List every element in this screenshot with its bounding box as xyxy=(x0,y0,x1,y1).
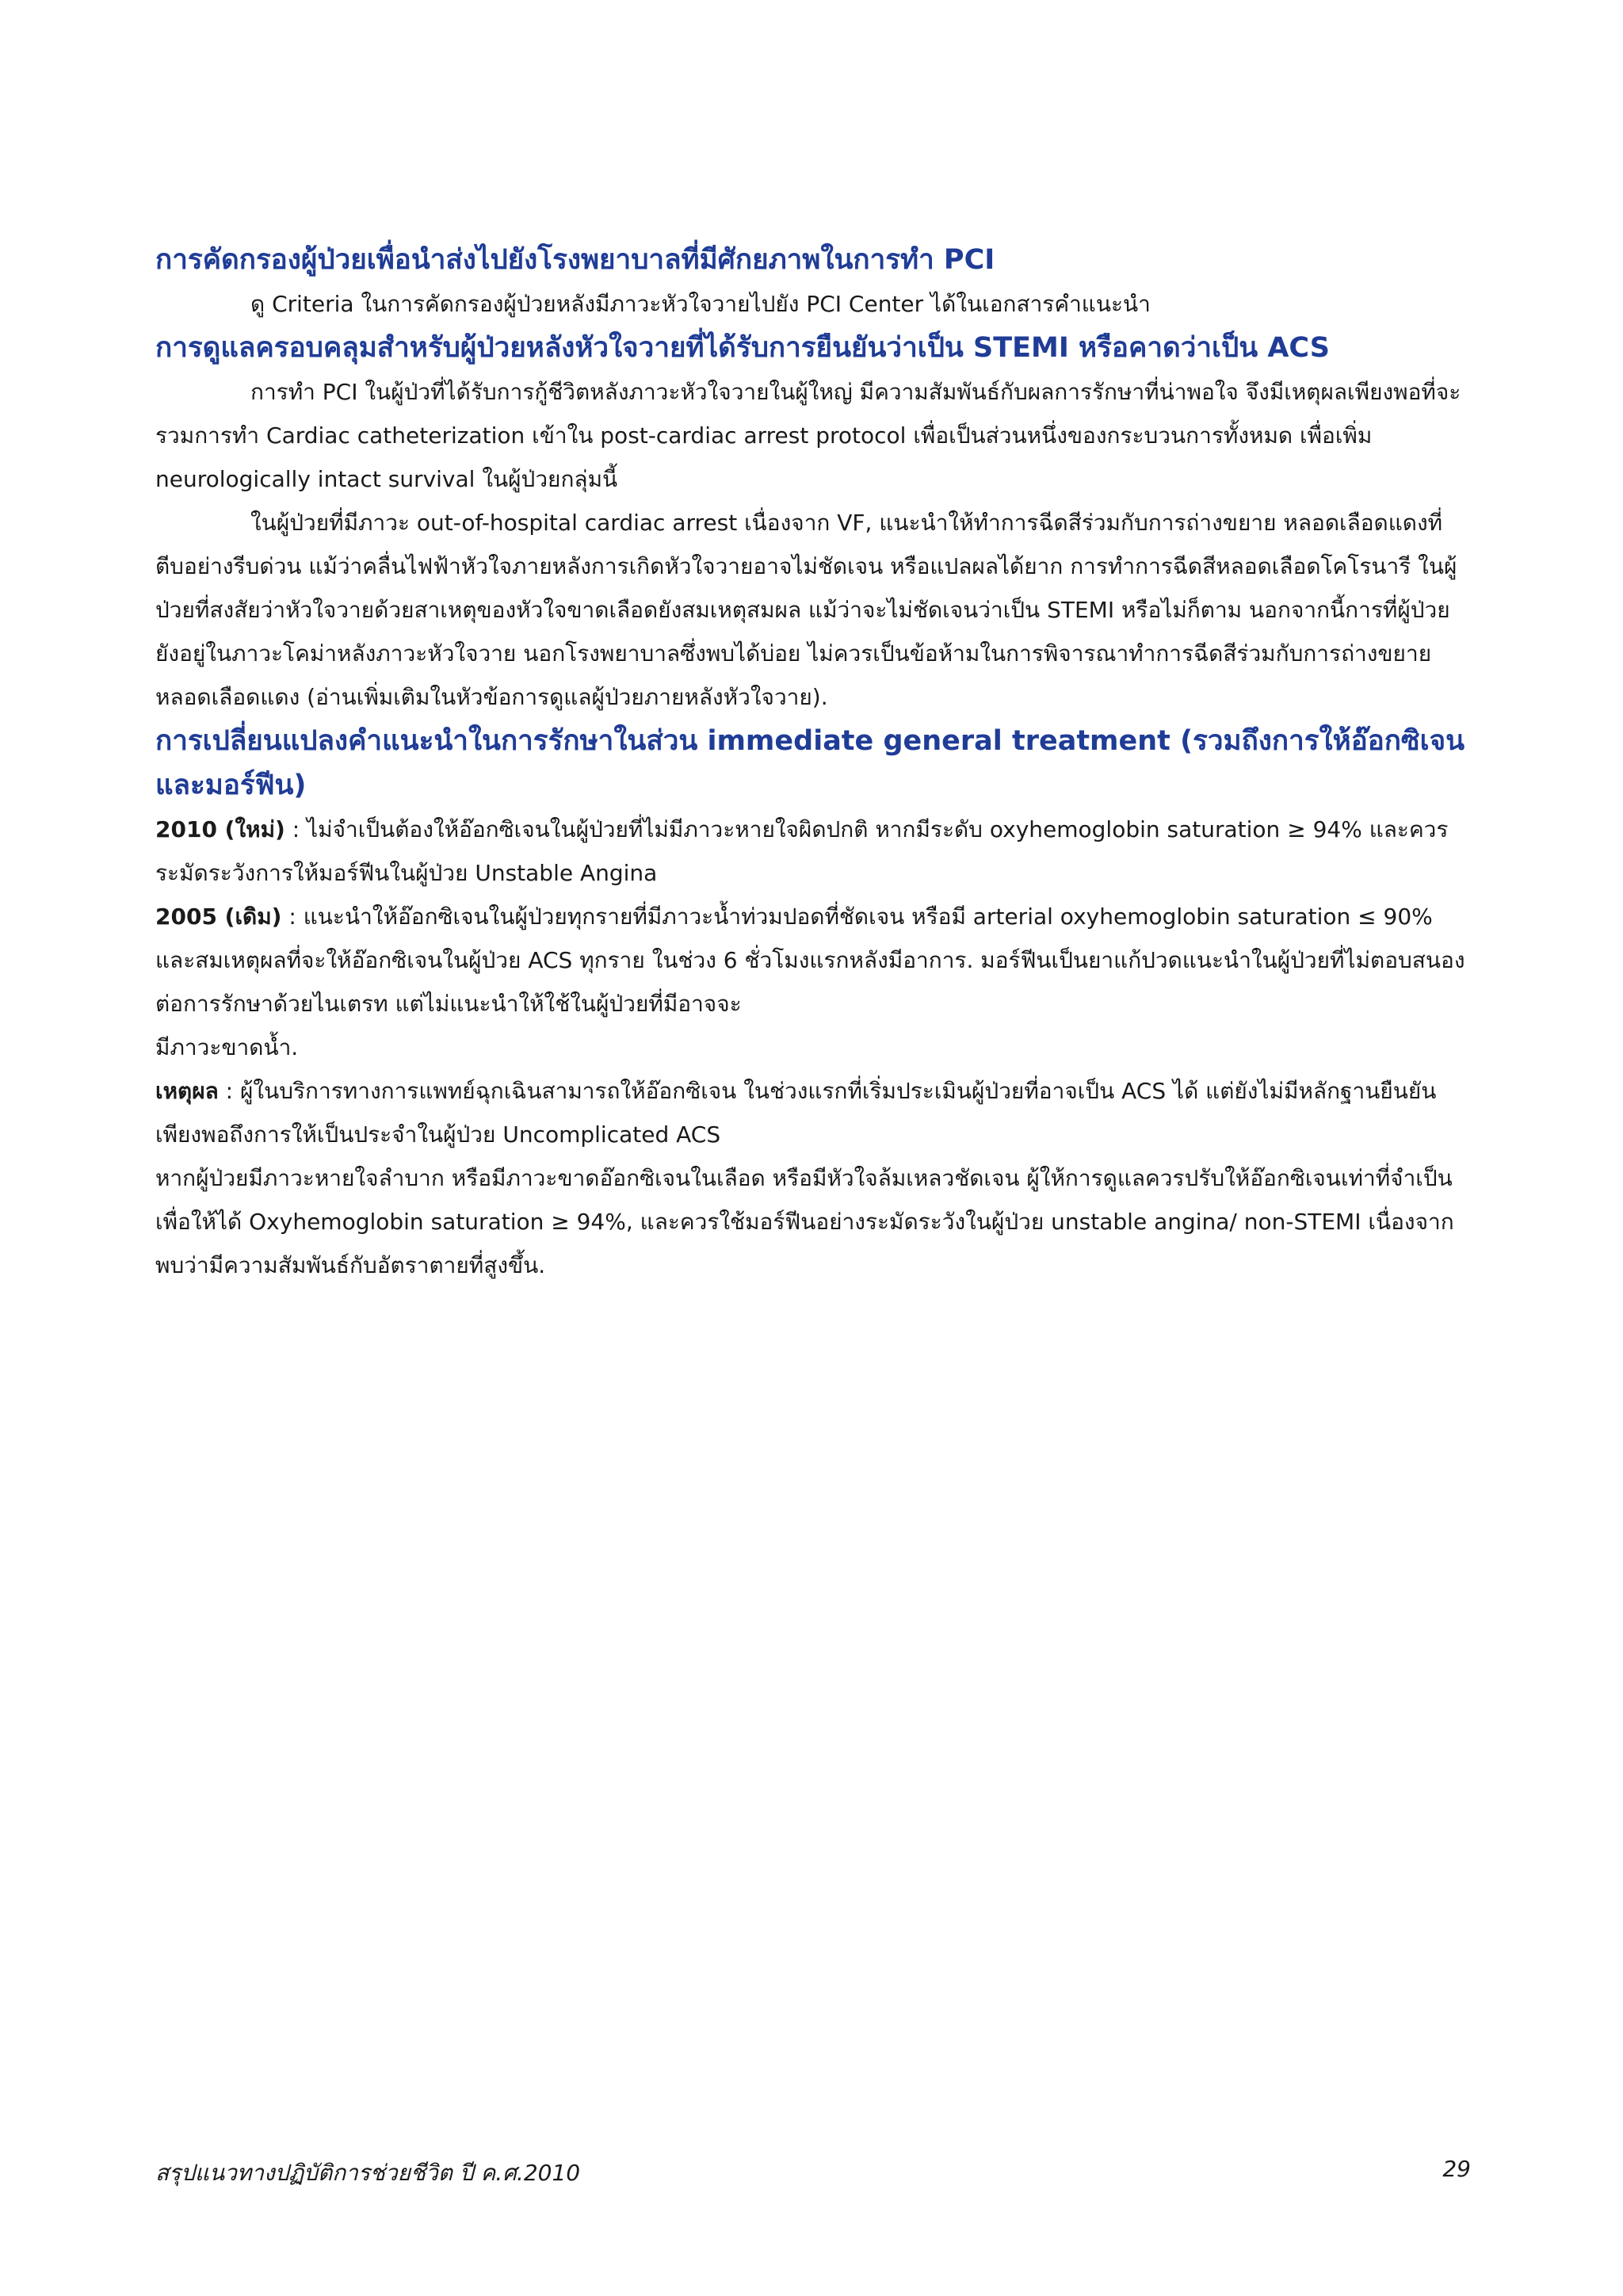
section-heading-general-treatment: การเปลี่ยนแปลงคำแนะนำในการรักษาในส่วน immediate general treatment (รวมถึงการให้อ๊อกซิเจนและมอร์ฟีน) xyxy=(155,725,1465,801)
rationale-label: เหตุผล xyxy=(155,1078,219,1104)
recommendation-2005 xyxy=(155,895,1471,1026)
rationale-text: : ผู้ในบริการทางการแพทย์ฉุกเฉินสามารถให้อ๊อกซิเจน ในช่วงแรกที่เริ่มประเมินผู้ป่วยที่อาจเป็น ACS ได้ แต่ยังไม่มีหลักฐานยืนยันเพียงพอถึงการให้เป็นประจำในผู้ป่วย Uncomplicated ACS xyxy=(155,1078,1437,1148)
paragraph-pci-criteria: ดู Criteria ในการคัดกรองผู้ป่วยหลังมีภาวะหัวใจวายไปยัง PCI Center ได้ในเอกสารคำแนะนำ xyxy=(250,291,1151,317)
recommendation-label: 2005 (เดิม) xyxy=(155,904,282,930)
document-body xyxy=(155,238,1471,1287)
recommendation-text: : ไม่จำเป็นต้องให้อ๊อกซิเจนในผู้ป่วยที่ไม่มีภาวะหายใจผิดปกติ หากมีระดับ oxyhemoglobin saturation ≥ 94% และควรระมัดระวังการให้มอร์ฟีนในผู้ป่วย Unstable Angina xyxy=(155,816,1449,886)
footer-title: สรุปแนวทางปฏิบัติการช่วยชีวิต ปี ค.ศ.2010 xyxy=(155,2160,581,2186)
recommendation-label: 2010 (ใหม่) xyxy=(155,816,285,842)
rationale xyxy=(155,1069,1471,1156)
section-heading-stemi-care: การดูแลครอบคลุมสำหรับผู้ป่วยหลังหัวใจวายที่ได้รับการยืนยันว่าเป็น STEMI หรือคาดว่าเป็น ACS xyxy=(155,332,1330,364)
page-footer xyxy=(155,2156,1471,2191)
recommendation-2010 xyxy=(155,808,1471,895)
rationale-continued: หากผู้ป่วยมีภาวะหายใจลำบาก หรือมีภาวะขาดอ๊อกซิเจนในเลือด หรือมีหัวใจล้มเหลวชัดเจน ผู้ให้การดูแลควรปรับให้อ๊อกซิเจนเท่าที่จำเป็นเพื่อให้ได้ Oxyhemoglobin saturation ≥ 94%, และควรใช้มอร์ฟีนอย่างระมัดระวังในผู้ป่วย unstable angina/ non-STEMI เนื่องจากพบว่ามีความสัมพันธ์กับอัตราตายที่สูงขึ้น. xyxy=(155,1165,1454,1278)
recommendation-2005-continued: มีภาวะขาดน้ำ. xyxy=(155,1034,299,1060)
section-heading-pci-screening: การคัดกรองผู้ป่วยเพื่อนำส่งไปยังโรงพยาบาลที่มีศักยภาพในการทำ PCI xyxy=(155,244,995,276)
recommendation-text: : แนะนำให้อ๊อกซิเจนในผู้ป่วยทุกรายที่มีภาวะน้ำท่วมปอดที่ชัดเจน หรือมี arterial oxyhemoglobin saturation ≤ 90% และสมเหตุผลที่จะให้อ๊อกซิเจนในผู้ป่วย ACS ทุกราย ในช่วง 6 ชั่วโมงแรกหลังมีอาการ. มอร์ฟีนเป็นยาแก้ปวดแนะนำในผู้ป่วยที่ไม่ตอบสนองต่อการรักษาด้วยไนเตรท แต่ไม่แนะนำให้ใช้ในผู้ป่วยที่มีอาจจะ xyxy=(155,904,1465,1017)
paragraph-vf-angiography: ในผู้ป่วยที่มีภาวะ out-of-hospital cardiac arrest เนื่องจาก VF, แนะนำให้ทำการฉีดสีร่วมกับการถ่างขยาย หลอดเลือดแดงที่ตีบอย่างรีบด่วน แม้ว่าคลื่นไฟฟ้าหัวใจภายหลังการเกิดหัวใจวายอาจไม่ชัดเจน หรือแปลผลได้ยาก การทำการฉีดสีหลอดเลือดโคโรนารี ในผู้ป่วยที่สงสัยว่าหัวใจวายด้วยสาเหตุของหัวใจขาดเลือดยังสมเหตุสมผล แม้ว่าจะไม่ชัดเจนว่าเป็น STEMI หรือไม่ก็ตาม นอกจากนี้การที่ผู้ป่วยยังอยู่ในภาวะโคม่าหลังภาวะหัวใจวาย นอกโรงพยาบาลซึ่งพบได้บ่อย ไม่ควรเป็นข้อห้ามในการพิจารณาทำการฉีดสีร่วมกับการถ่างขยายหลอดเลือดแดง (อ่านเพิ่มเติมในหัวข้อการดูแลผู้ป่วยภายหลังหัวใจวาย). xyxy=(155,510,1457,710)
paragraph-pci-outcome: การทำ PCI ในผู้ป่วที่ได้รับการกู้ชีวิตหลังภาวะหัวใจวายในผู้ใหญ่ มีความสัมพันธ์กับผลการรักษาที่น่าพอใจ จึงมีเหตุผลเพียงพอที่จะรวมการทำ Cardiac catheterization เข้าใน post-cardiac arrest protocol เพื่อเป็นส่วนหนึ่งของกระบวนการทั้งหมด เพื่อเพิ่ม neurologically intact survival ในผู้ป่วยกลุ่มนี้ xyxy=(155,379,1461,492)
page-number: 29 xyxy=(1442,2156,1471,2182)
